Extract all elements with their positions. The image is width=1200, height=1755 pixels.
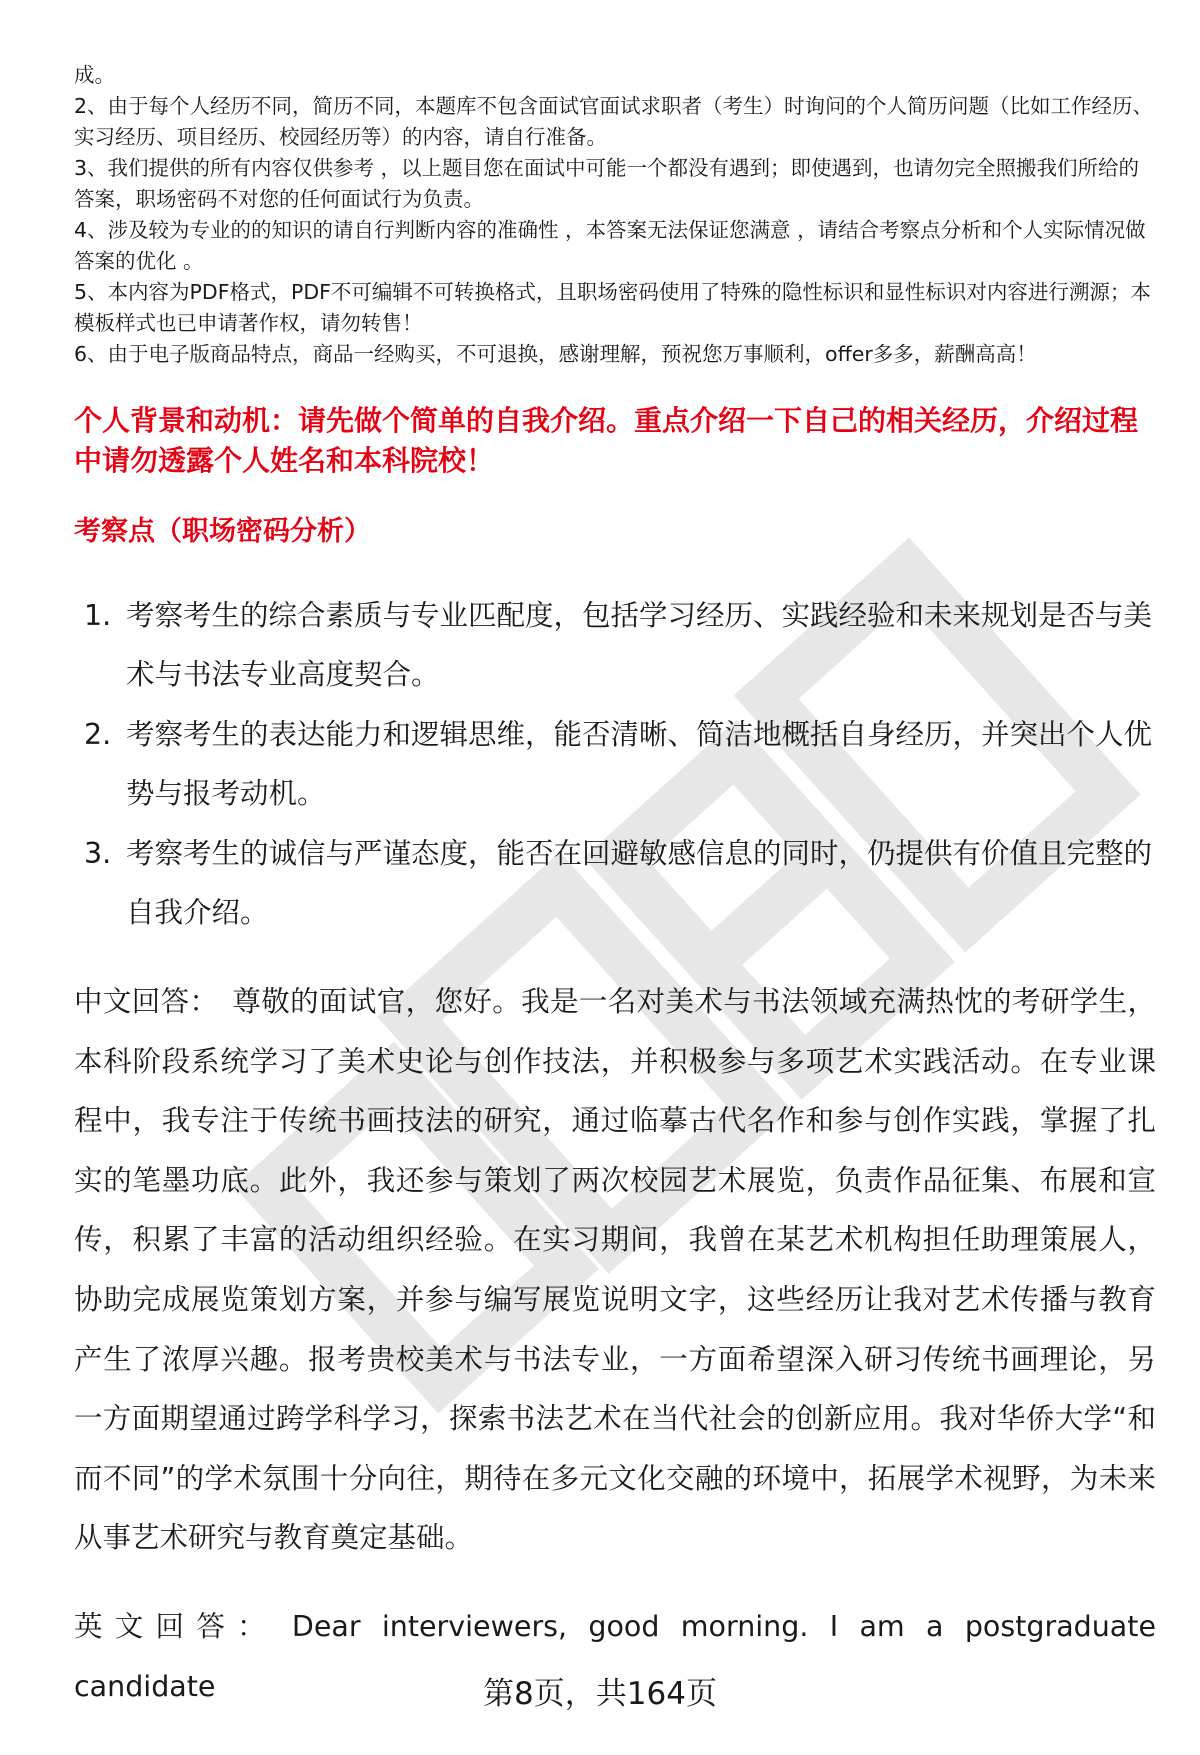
chinese-answer-label: 中文回答：: [74, 985, 219, 1018]
analysis-point-number: 3.: [84, 837, 112, 870]
chinese-answer: [74, 972, 1156, 1568]
disclaimer-notes: [74, 60, 1156, 370]
analysis-point-text: 考察考生的表达能力和逻辑思维，能否清晰、简洁地概括自身经历，并突出个人优势与报考动机。: [126, 718, 1153, 810]
question-heading: 个人背景和动机：请先做个简单的自我介绍。重点介绍一下自己的相关经历，介绍过程中请勿透露个人姓名和本科院校！: [74, 404, 1139, 477]
chinese-answer-text: 尊敬的面试官，您好。我是一名对美术与书法领域充满热忱的考研学生，本科阶段系统学习了美术史论与创作技法，并积极参与多项艺术实践活动。在专业课程中，我专注于传统书画技法的研究，通过临摹古代名作和参与创作实践，掌握了扎实的笔墨功底。此外，我还参与策划了两次校园艺术展览，负责作品征集、布展和宣传，积累了丰富的活动组织经验。在实习期间，我曾在某艺术机构担任助理策展人，协助完成展览策划方案，并参与编写展览说明文字，这些经历让我对艺术传播与教育产生了浓厚兴趣。报考贵校美术与书法专业，一方面希望深入研习传统书画理论，另一方面期望通过跨学科学习，探索书法艺术在当代社会的创新应用。我对华侨大学“和而不同”的学术氛围十分向往，期待在多元文化交融的环境中，拓展学术视野，为未来从事艺术研究与教育奠定基础。: [74, 985, 1156, 1555]
analysis-point-list: [74, 586, 1156, 943]
analysis-heading: 考察点（职场密码分析）: [74, 516, 371, 547]
note-line: 成。: [74, 63, 115, 87]
note-line: 2、由于每个人经历不同，简历不同，本题库不包含面试官面试求职者（考生）时询问的个人简历问题（比如工作经历、实习经历、项目经历、校园经历等）的内容，请自行准备。: [74, 94, 1154, 149]
page-number-footer: 第8页，共164页: [483, 1676, 717, 1712]
analysis-point: [74, 586, 1156, 704]
analysis-point-text: 考察考生的综合素质与专业匹配度，包括学习经历、实践经验和未来规划是否与美术与书法专业高度契合。: [126, 599, 1153, 691]
analysis-point-text: 考察考生的诚信与严谨态度，能否在回避敏感信息的同时，仍提供有价值且完整的自我介绍。: [126, 837, 1153, 929]
analysis-point-number: 2.: [84, 718, 112, 751]
analysis-point-number: 1.: [84, 599, 112, 632]
note-line: 5、本内容为PDF格式，PDF不可编辑不可转换格式，且职场密码使用了特殊的隐性标识和显性标识对内容进行溯源；本模板样式也已申请著作权，请勿转售！: [74, 280, 1151, 335]
note-line: 4、涉及较为专业的的知识的请自行判断内容的准确性 ，本答案无法保证您满意 ，请结合考察点分析和个人实际情况做答案的优化 。: [74, 218, 1146, 273]
analysis-point: [74, 824, 1156, 942]
analysis-point: [74, 705, 1156, 823]
note-line: 6、由于电子版商品特点，商品一经购买，不可退换，感谢理解，预祝您万事顺利，offer多多，薪酬高高！: [74, 342, 1037, 366]
english-answer-label: 英文回答：: [74, 1610, 278, 1643]
note-line: 3、我们提供的所有内容仅供参考 ，以上题目您在面试中可能一个都没有遇到；即使遇到，也请勿完全照搬我们所给的答案，职场密码不对您的任何面试行为负责。: [74, 156, 1140, 211]
english-answer-text: Dear interviewers, good morning. I am a postgraduate candidate: [74, 1610, 1156, 1703]
